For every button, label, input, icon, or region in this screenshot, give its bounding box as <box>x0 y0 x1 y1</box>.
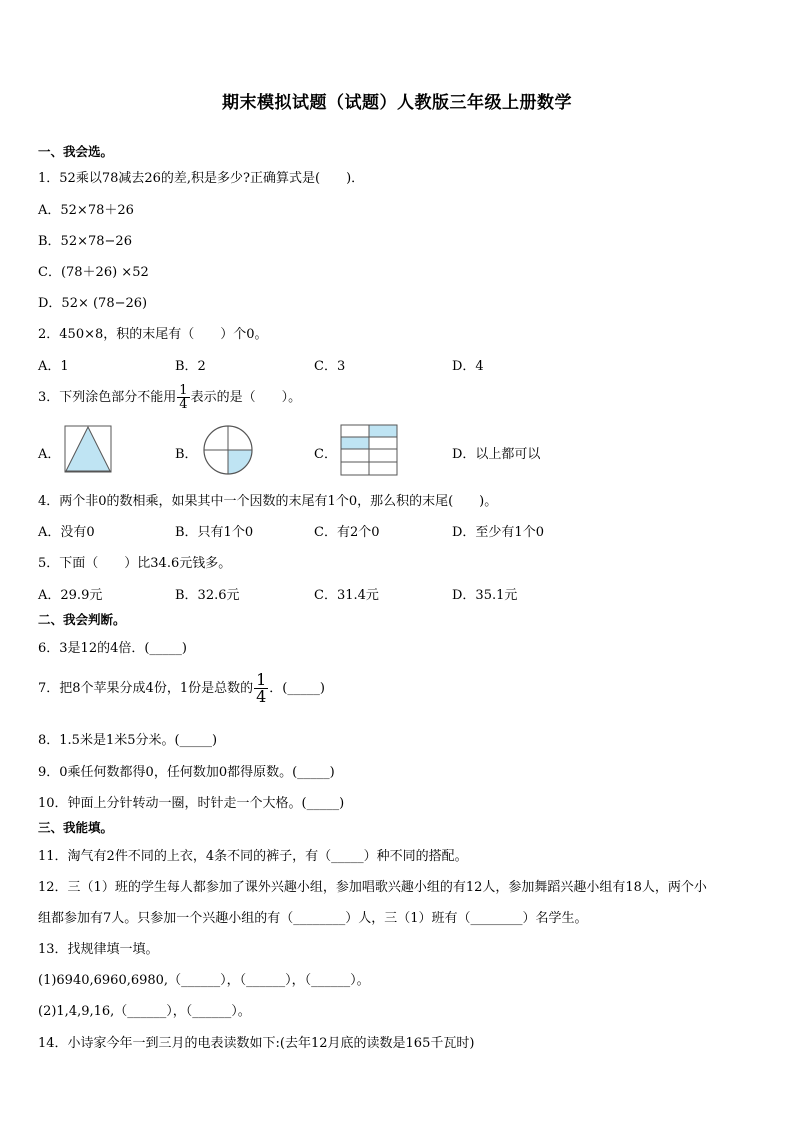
question-8: 8．1.5米是1米5分米。(_____) <box>38 733 218 748</box>
question-12-line-2: 组都参加有7人。只参加一个兴趣小组的有（________）人，三（1）班有（________）名学生。 <box>38 911 588 926</box>
question-3-option-d: D．以上都可以 <box>452 447 541 462</box>
question-4-option-d: D．至少有1个0 <box>452 525 544 540</box>
question-2-option-c: C．3 <box>314 359 346 374</box>
section-heading-choose: 一、我会选。 <box>38 144 114 159</box>
fraction-one-quarter <box>254 672 268 705</box>
question-3-stem-post: 表示的是（ ）。 <box>190 390 302 405</box>
question-1-option-d: D．52× (78−26) <box>38 296 148 311</box>
question-14: 14．小诗家今年一到三月的电表读数如下:(去年12月底的读数是165千瓦时) <box>38 1036 475 1051</box>
question-13-part-1: (1)6940,6960,6980,（______），（______），（______）。 <box>38 973 370 988</box>
question-6: 6．3是12的4倍．(_____) <box>38 641 187 656</box>
question-5-option-b: B．32.6元 <box>175 588 240 603</box>
section-heading-fill: 三、我能填。 <box>38 820 114 835</box>
question-12-line-1: 12．三（1）班的学生每人都参加了课外兴趣小组，参加唱歌兴趣小组的有12人，参加舞蹈兴趣小组有18人，两个小 <box>38 880 707 895</box>
triangle-in-square-figure <box>64 425 112 473</box>
question-9: 9．0乘任何数都得0，任何数加0都得原数。(_____) <box>38 765 335 780</box>
question-5-option-c: C．31.4元 <box>314 588 379 603</box>
question-3-option-a: A． <box>38 447 61 462</box>
question-1-stem: 1．52乘以78减去26的差,积是多少?正确算式是( )． <box>38 171 365 186</box>
question-4-option-c: C．有2个0 <box>314 525 380 540</box>
question-10: 10．钟面上分针转动一圈，时针走一个大格。(_____) <box>38 796 345 811</box>
question-5-option-a: A．29.9元 <box>38 588 103 603</box>
question-3-option-b: B． <box>175 447 198 462</box>
question-2-option-b: B．2 <box>175 359 206 374</box>
fraction-numerator: 1 <box>179 383 188 398</box>
question-7 <box>38 672 325 705</box>
question-4-option-b: B．只有1个0 <box>175 525 254 540</box>
question-2-stem: 2．450×8，积的末尾有（ ）个0。 <box>38 327 268 342</box>
question-4-stem: 4．两个非0的数相乘，如果其中一个因数的末尾有1个0，那么积的末尾( )。 <box>38 494 498 509</box>
question-13-part-2: (2)1,4,9,16,（______），（______）。 <box>38 1004 251 1019</box>
question-3-stem-pre: 3．下列涂色部分不能用 <box>38 390 177 405</box>
grid-rectangle-figure <box>340 424 398 476</box>
question-3-option-c: C． <box>314 447 337 462</box>
fraction-denominator: 4 <box>179 397 188 412</box>
question-4-option-a: A．没有0 <box>38 525 95 540</box>
question-1-option-a: A．52×78＋26 <box>38 203 134 218</box>
question-13-stem: 13．找规律填一填。 <box>38 942 159 957</box>
page-title: 期末模拟试题（试题）人教版三年级上册数学 <box>222 93 572 113</box>
question-7-post: ．(_____) <box>269 681 325 696</box>
section-heading-judge: 二、我会判断。 <box>38 612 126 627</box>
question-5-option-d: D．35.1元 <box>452 588 518 603</box>
question-3-stem <box>38 384 301 411</box>
fraction-one-quarter <box>177 384 189 411</box>
quartered-circle-figure <box>202 424 254 476</box>
question-11: 11．淘气有2件不同的上衣，4条不同的裤子，有（_____）种不同的搭配。 <box>38 849 468 864</box>
fraction-denominator: 4 <box>256 687 267 706</box>
fraction-numerator: 1 <box>256 670 267 689</box>
question-7-pre: 7．把8个苹果分成4份，1份是总数的 <box>38 681 254 696</box>
question-1-option-b: B．52×78−26 <box>38 234 132 249</box>
question-5-stem: 5．下面（ ）比34.6元钱多。 <box>38 556 232 571</box>
question-1-option-c: C．(78＋26) ×52 <box>38 265 149 280</box>
question-2-option-d: D．4 <box>452 359 484 374</box>
question-2-option-a: A．1 <box>38 359 69 374</box>
